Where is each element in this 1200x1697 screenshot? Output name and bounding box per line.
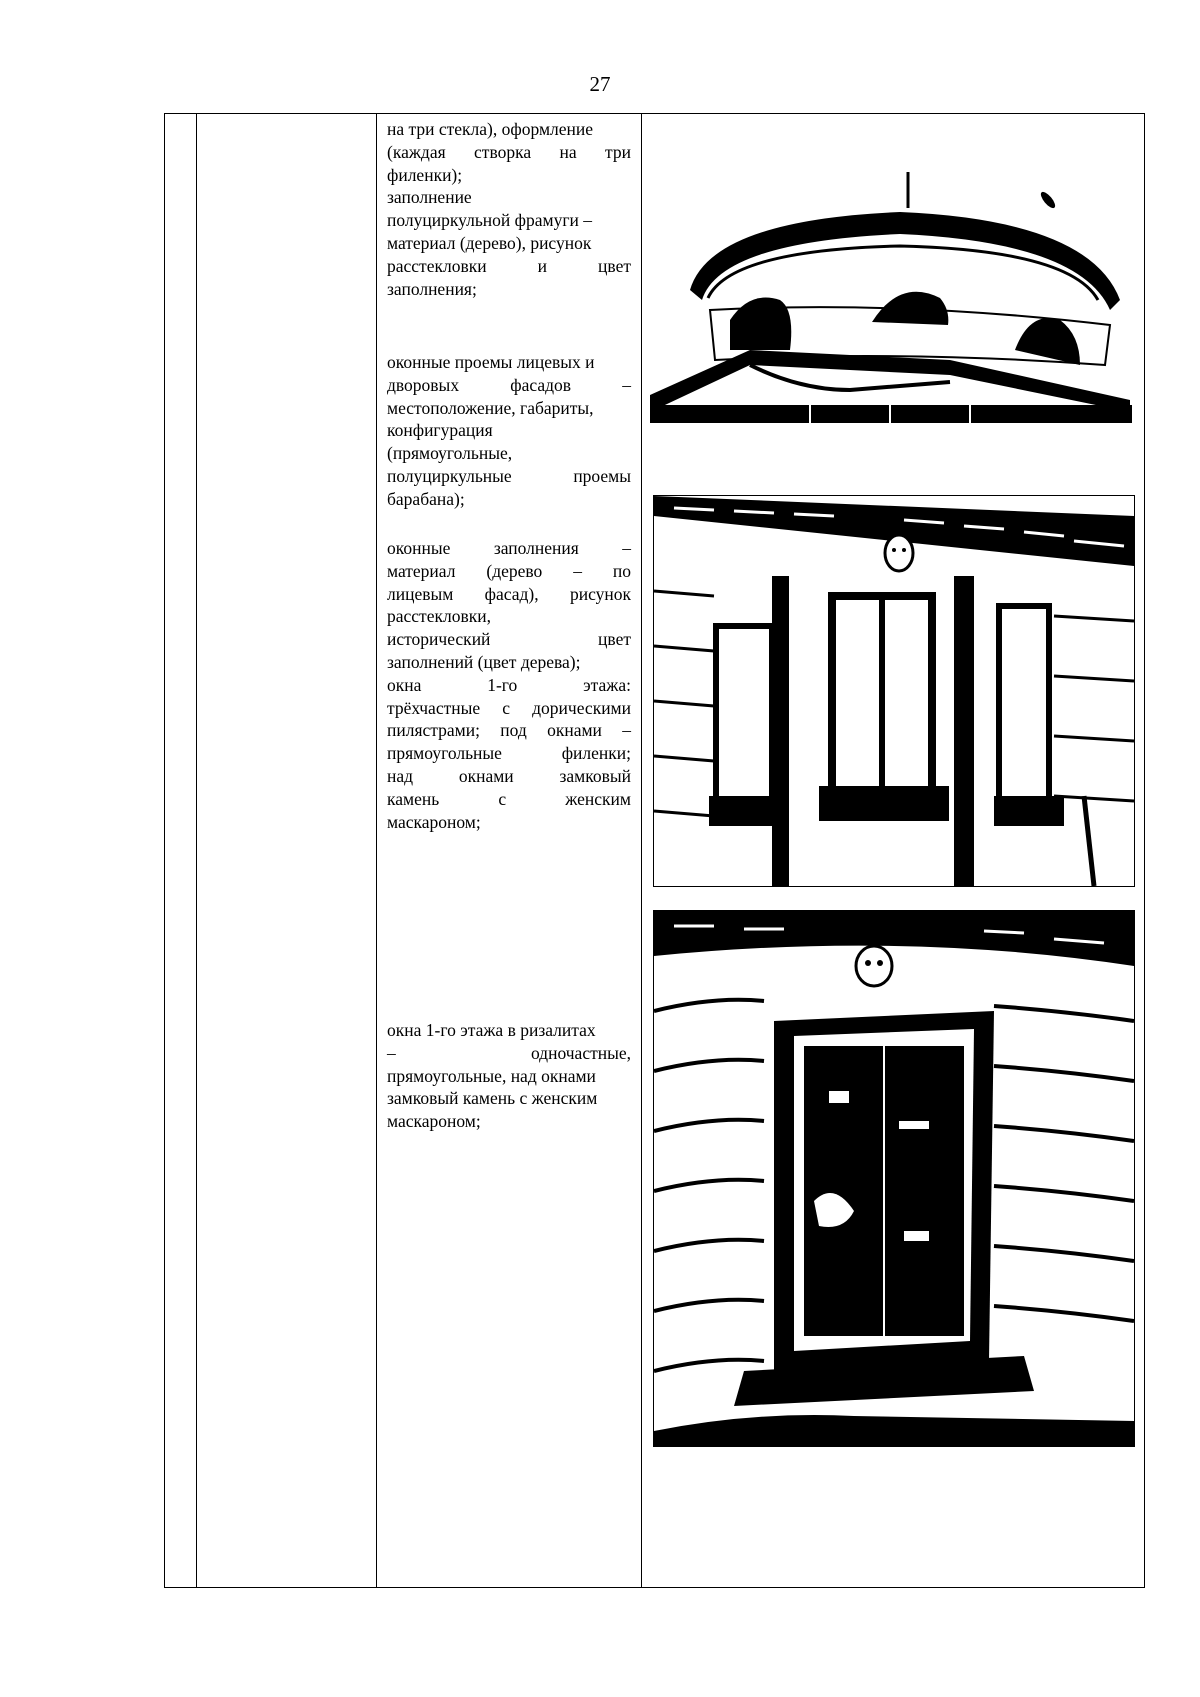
text-line: камень с женским	[387, 788, 631, 809]
text-line: исторический цвет	[387, 629, 631, 650]
text-line: заполнения;	[387, 278, 477, 299]
text-line: полуциркульные проемы	[387, 465, 631, 486]
text-line: расстекловки,	[387, 606, 491, 627]
text-line: окна 1-го этажа в ризалитах	[387, 1020, 596, 1040]
text-line: заполнений (цвет дерева);	[387, 651, 581, 672]
text-line: окна 1-го этажа:	[387, 674, 631, 695]
description-block-1	[387, 118, 631, 300]
text-line: (каждая створка на три	[387, 141, 631, 162]
text-line: расстекловки и цвет	[387, 255, 631, 276]
text-line: оконные проемы лицевых и	[387, 352, 595, 372]
risalit-window-photo	[653, 910, 1135, 1447]
description-block-2	[387, 351, 631, 511]
text-line: маскароном;	[387, 811, 481, 832]
text-line: конфигурация	[387, 420, 493, 441]
text-line: полуциркульной фрамуги –	[387, 210, 593, 231]
drum-dome-photo	[650, 150, 1132, 423]
text-line: местоположение, габариты,	[387, 397, 594, 418]
text-line: прямоугольные, над окнами	[387, 1065, 596, 1086]
column-divider-1	[196, 113, 197, 1588]
text-line: пилястрами; под окнами –	[387, 720, 631, 741]
text-line: дворовых фасадов –	[387, 374, 631, 395]
description-block-3	[387, 537, 631, 833]
text-line: материал (дерево), рисунок	[387, 232, 592, 253]
description-block-4	[387, 1019, 631, 1133]
facade-window-photo	[653, 495, 1135, 887]
text-line: замковый камень с женским	[387, 1088, 598, 1109]
text-line: трёхчастные с дорическими	[387, 697, 631, 718]
text-line: филенки);	[387, 164, 463, 185]
column-divider-2	[376, 113, 377, 1588]
text-line: над окнами замковый	[387, 765, 631, 786]
text-line: заполнение	[387, 187, 472, 208]
text-line: – одночастные,	[387, 1042, 631, 1063]
text-line: прямоугольные филенки;	[387, 743, 631, 764]
text-line: оконные заполнения –	[387, 538, 631, 558]
text-line: маскароном;	[387, 1111, 481, 1132]
page-number: 27	[589, 72, 611, 96]
column-divider-3	[641, 113, 642, 1588]
text-line: (прямоугольные,	[387, 443, 513, 464]
text-line: материал (дерево – по	[387, 560, 631, 581]
text-line: на три стекла), оформление	[387, 119, 594, 139]
text-line: барабана);	[387, 488, 465, 509]
text-line: лицевым фасад), рисунок	[387, 583, 631, 604]
